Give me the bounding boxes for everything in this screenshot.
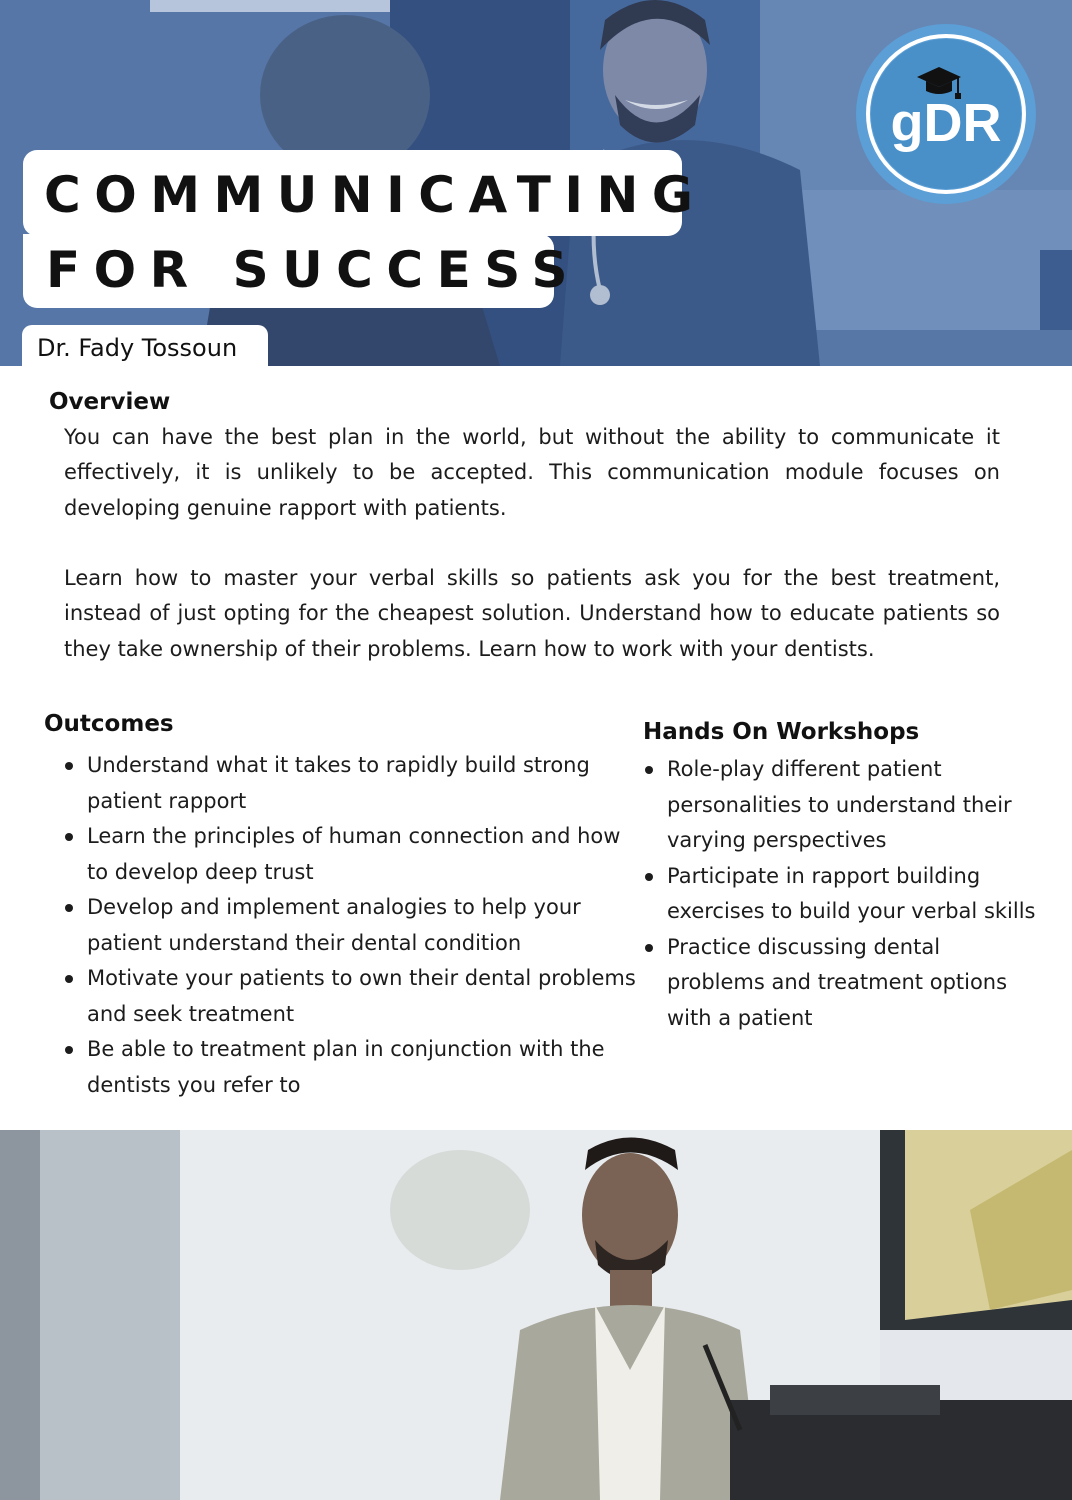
list-item: Understand what it takes to rapidly build strong patient rapport <box>87 748 647 819</box>
page-title-line2: FOR SUCCESS <box>46 241 581 299</box>
list-item: Learn the principles of human connection and how to develop deep trust <box>87 819 647 890</box>
presenter-photo <box>0 1130 1072 1500</box>
list-item: Role-play different patient personalities to understand their varying perspectives <box>667 752 1037 859</box>
outcomes-list <box>63 748 647 1103</box>
list-item: Motivate your patients to own their dental problems and seek treatment <box>87 961 647 1032</box>
list-item: Be able to treatment plan in conjunction with the dentists you refer to <box>87 1032 647 1103</box>
outcomes-heading: Outcomes <box>44 711 174 737</box>
gdr-logo <box>855 23 1037 205</box>
list-item: Develop and implement analogies to help your patient understand their dental condition <box>87 890 647 961</box>
overview-paragraph-1: You can have the best plan in the world, but without the ability to communicate it effectively, it is unlikely to be accepted. This communication module focuses on developing genuine rapport with patients. <box>64 425 1000 520</box>
overview-paragraph-2: Learn how to master your verbal skills so patients ask you for the best treatment, instead of just opting for the cheapest solution. Understand how to educate patients so they take ownership of their problems. Learn how to work with your dentists. <box>64 566 1000 661</box>
overview-heading: Overview <box>49 389 171 415</box>
author-name: Dr. Fady Tossoun <box>37 334 238 362</box>
list-item: Participate in rapport building exercises to build your verbal skills <box>667 859 1037 930</box>
bottom-photo <box>0 1130 1072 1500</box>
logo-text: gDR <box>890 93 1002 153</box>
page-title-line1: COMMUNICATING <box>44 166 707 224</box>
workshops-heading: Hands On Workshops <box>643 719 920 745</box>
list-item: Practice discussing dental problems and treatment options with a patient <box>667 930 1037 1037</box>
workshops-list <box>643 752 1037 1036</box>
